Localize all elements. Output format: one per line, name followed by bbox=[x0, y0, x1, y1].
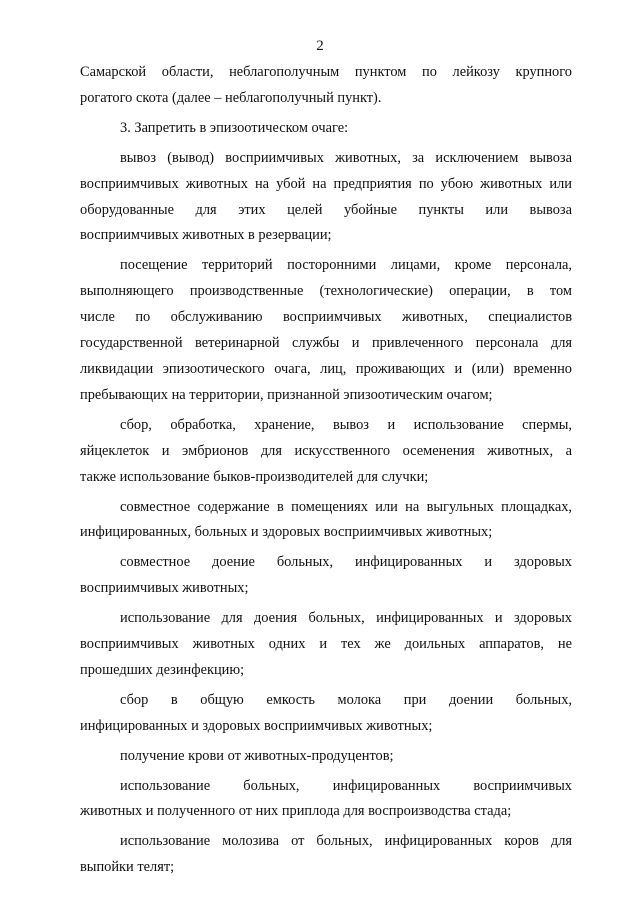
paragraph-line: 3. Запретить в эпизоотическом очаге: bbox=[120, 119, 349, 136]
paragraph-line: выполняющего производственные (технологические) операции, в том bbox=[80, 283, 572, 300]
paragraph-line: восприимчивых животных на убой на предприятия по убою животных или bbox=[80, 175, 572, 192]
paragraph-line: восприимчивых животных в резервации; bbox=[80, 227, 332, 244]
paragraph-line: выпойки телят; bbox=[80, 859, 175, 876]
paragraph-line: животных и полученного от них приплода для воспроизводства стада; bbox=[80, 803, 512, 820]
paragraph bbox=[80, 606, 572, 684]
document-body bbox=[80, 60, 572, 881]
paragraph bbox=[80, 829, 572, 881]
paragraph-line: сбор, обработка, хранение, вывоз и использование спермы, bbox=[120, 416, 572, 433]
paragraph bbox=[80, 774, 572, 826]
paragraph bbox=[80, 253, 572, 408]
paragraph-line: использование больных, инфицированных восприимчивых bbox=[120, 777, 572, 794]
paragraph-line: получение крови от животных-продуцентов; bbox=[120, 747, 394, 764]
paragraph-line: использование для доения больных, инфицированных и здоровых bbox=[120, 610, 572, 627]
paragraph-line: прошедших дезинфекцию; bbox=[80, 661, 245, 678]
paragraph-line: инфицированных, больных и здоровых восприимчивых животных; bbox=[80, 524, 493, 541]
paragraph-line: числе по обслуживанию восприимчивых животных, специалистов bbox=[80, 309, 572, 326]
paragraph bbox=[80, 413, 572, 491]
paragraph-line: пребывающих на территории, признанной эпизоотическим очагом; bbox=[80, 386, 493, 403]
paragraph bbox=[80, 495, 572, 547]
paragraph-line: инфицированных и здоровых восприимчивых животных; bbox=[80, 717, 433, 734]
paragraph-line: совместное содержание в помещениях или на выгульных площадках, bbox=[120, 498, 572, 515]
paragraph-line: вывоз (вывод) восприимчивых животных, за исключением вывоза bbox=[120, 149, 572, 166]
paragraph-line: совместное доение больных, инфицированных и здоровых bbox=[120, 554, 572, 571]
paragraph-line: ликвидации эпизоотического очага, лиц, проживающих и (или) временно bbox=[80, 360, 572, 377]
paragraph-line: яйцеклеток и эмбрионов для искусственного осеменения животных, а bbox=[80, 442, 572, 459]
paragraph bbox=[80, 744, 572, 770]
paragraph bbox=[80, 146, 572, 250]
paragraph-line: использование молозива от больных, инфицированных коров для bbox=[120, 833, 572, 850]
paragraph bbox=[80, 550, 572, 602]
paragraph-line: рогатого скота (далее – неблагополучный пункт). bbox=[80, 89, 382, 106]
paragraph-line: Самарской области, неблагополучным пунктом по лейкозу крупного bbox=[80, 64, 572, 80]
paragraph-line: сбор в общую емкость молока при доении больных, bbox=[120, 691, 572, 708]
paragraph-line: восприимчивых животных одних и тех же доильных аппаратов, не bbox=[80, 636, 572, 653]
paragraph-line: посещение территорий посторонними лицами, кроме персонала, bbox=[120, 257, 572, 274]
paragraph-line: также использование быков-производителей для случки; bbox=[80, 468, 429, 485]
paragraph-line: восприимчивых животных; bbox=[80, 580, 249, 597]
paragraph-line: государственной ветеринарной службы и привлеченного персонала для bbox=[80, 335, 572, 352]
paragraph bbox=[80, 60, 572, 112]
paragraph bbox=[80, 116, 572, 142]
paragraph bbox=[80, 688, 572, 740]
paragraph-line: оборудованные для этих целей убойные пункты или вывоза bbox=[80, 201, 572, 218]
page-number: 2 bbox=[316, 38, 324, 54]
